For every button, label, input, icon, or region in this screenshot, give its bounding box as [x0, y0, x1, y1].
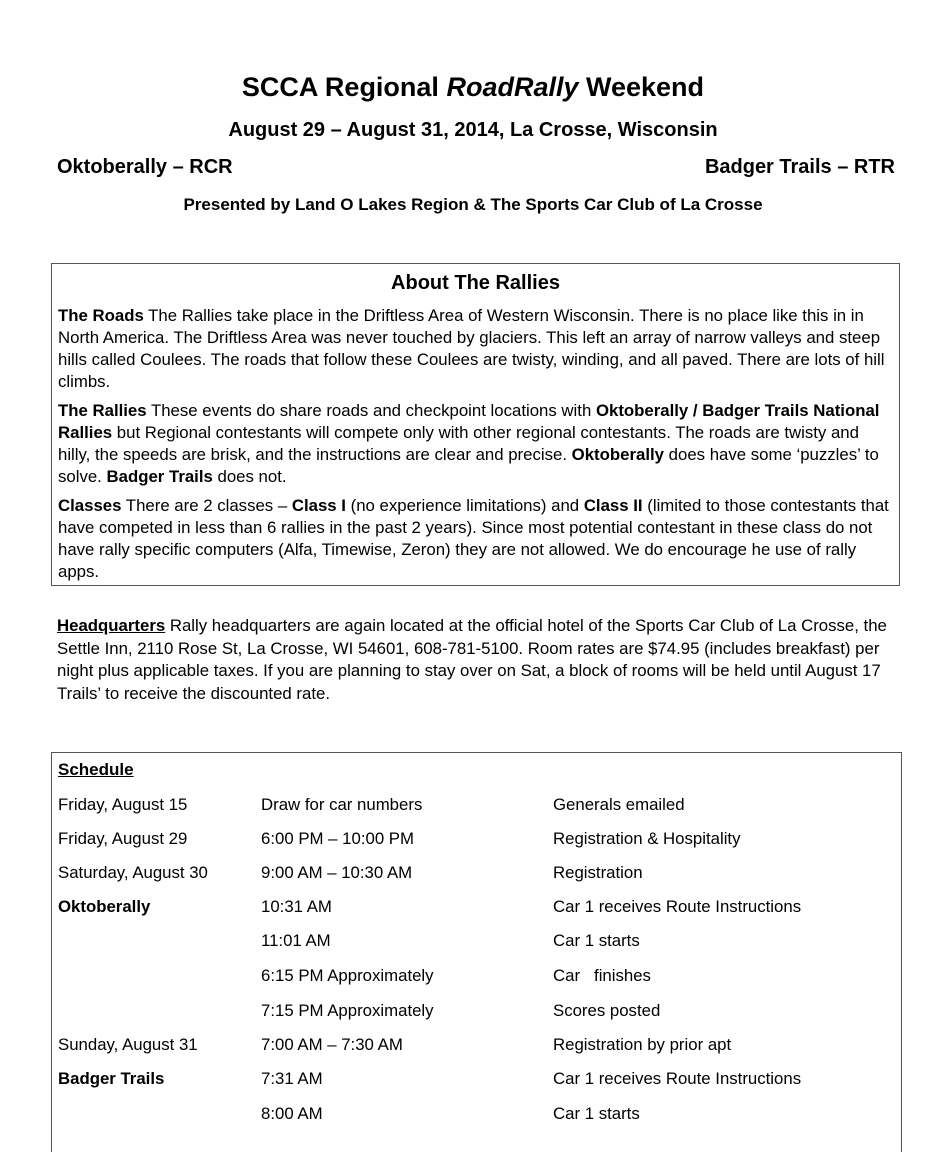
schedule-event: Generals emailed	[553, 795, 685, 814]
schedule-event: Registration by prior apt	[553, 1035, 732, 1054]
headquarters-text-continued: Trails’ to receive the discounted rate.	[57, 683, 330, 703]
schedule-event: Car 1 receives Route Instructions	[553, 1069, 802, 1088]
rallies-emphasis: Oktoberally / Badger Trails National Rallies	[58, 401, 880, 442]
schedule-time: 6:00 PM – 10:00 PM	[261, 829, 414, 848]
schedule-time: 10:31 AM	[261, 897, 332, 916]
schedule-event: Registration	[553, 863, 643, 882]
schedule-row	[52, 931, 901, 957]
schedule-row	[52, 897, 901, 923]
page-title	[0, 72, 946, 103]
rallies-paragraph	[58, 400, 893, 488]
schedule-time: 6:15 PM Approximately	[261, 966, 434, 985]
classes-label: Classes	[58, 496, 122, 515]
rallies-text: does have some ‘puzzles’ to solve.	[58, 445, 879, 486]
schedule-row	[52, 1001, 901, 1027]
schedule-row	[52, 1035, 901, 1061]
rallies-emphasis: Badger Trails	[106, 467, 213, 486]
title-italic: RoadRally	[446, 72, 579, 102]
rallies-text: These events do share roads and checkpoint locations with	[146, 401, 596, 420]
schedule-time: 7:00 AM – 7:30 AM	[261, 1035, 403, 1054]
rallies-emphasis: Oktoberally	[571, 445, 664, 464]
schedule-row	[52, 966, 901, 992]
schedule-section	[51, 752, 902, 1152]
headquarters-text: Rally headquarters are again located at the official hotel of the Sports Car Club of La Crosse, the Settle Inn, 2110 Rose St, La Crosse, WI 54601, 608-781-5100. Room rates are $74.95 (includes breakfast) per night plus applicable taxes. If you are planning to stay over on Sat, a block of rooms will be held until August 17	[57, 616, 887, 680]
presented-by: Presented by Land O Lakes Region & The Sports Car Club of La Crosse	[183, 195, 763, 214]
schedule-row	[52, 795, 901, 821]
schedule-event: Scores posted	[553, 1001, 661, 1020]
schedule-row	[52, 1104, 901, 1130]
schedule-event: Car finishes	[553, 966, 651, 985]
schedule-event: Car 1 starts	[553, 931, 640, 950]
classes-text: (no experience limitations) and	[345, 496, 584, 515]
schedule-row	[52, 1069, 901, 1095]
schedule-day: Saturday, August 30	[58, 863, 208, 882]
classes-text: There are 2 classes –	[121, 496, 292, 515]
schedule-title: Schedule	[58, 760, 134, 779]
schedule-event: Car 1 receives Route Instructions	[553, 897, 802, 916]
schedule-day: Friday, August 29	[58, 829, 188, 848]
class-name: Class II	[583, 496, 643, 515]
classes-text: (limited to those contestants that have competed in less than 6 rallies in the past 2 years). Since most potential contestant in these class do not have rally specific computers (Alfa, Timewise, Zeron) they are not allowed. We do encourage he use of rally apps.	[58, 496, 889, 581]
about-section	[51, 263, 900, 586]
event-dates: August 29 – August 31, 2014, La Crosse, Wisconsin	[228, 119, 718, 141]
schedule-event: Registration & Hospitality	[553, 829, 741, 848]
schedule-time: 8:00 AM	[261, 1104, 323, 1123]
schedule-time: Draw for car numbers	[261, 795, 423, 814]
title-suffix: Weekend	[578, 72, 705, 102]
schedule-time: 9:00 AM – 10:30 AM	[261, 863, 413, 882]
classes-paragraph	[58, 495, 893, 583]
schedule-row	[52, 863, 901, 889]
rally-name-left: Oktoberally – RCR	[57, 156, 233, 178]
headquarters-label: Headquarters	[57, 616, 166, 635]
roads-paragraph	[58, 305, 893, 393]
title-prefix: SCCA Regional	[241, 72, 447, 102]
schedule-event: Car 1 starts	[553, 1104, 640, 1123]
schedule-row	[52, 829, 901, 855]
schedule-day: Sunday, August 31	[58, 1035, 198, 1054]
about-title: About The Rallies	[391, 272, 560, 294]
schedule-time: 7:15 PM Approximately	[261, 1001, 434, 1020]
roads-text: The Rallies take place in the Driftless Area of Western Wisconsin. There is no place like this in in North America. The Driftless Area was never touched by glaciers. This left an array of narrow valleys and steep hills called Coulees. The roads that follow these Coulees are twisty, winding, and all paved. There are lots of hill climbs.	[58, 306, 885, 391]
rally-name-right: Badger Trails – RTR	[704, 156, 895, 178]
rallies-label: The Rallies	[58, 401, 147, 420]
schedule-day: Friday, August 15	[58, 795, 188, 814]
rallies-text: but Regional contestants will compete only with other regional contestants. The roads are twisty and hilly, the speeds are brisk, and the instructions are clear and precise.	[58, 423, 859, 464]
headquarters-section	[57, 615, 907, 705]
rallies-text: does not.	[212, 467, 287, 486]
schedule-time: 11:01 AM	[261, 931, 331, 950]
roads-label: The Roads	[58, 306, 144, 325]
schedule-day: Oktoberally	[58, 897, 151, 916]
class-name: Class I	[291, 496, 346, 515]
schedule-day: Badger Trails	[58, 1069, 165, 1088]
schedule-time: 7:31 AM	[261, 1069, 323, 1088]
